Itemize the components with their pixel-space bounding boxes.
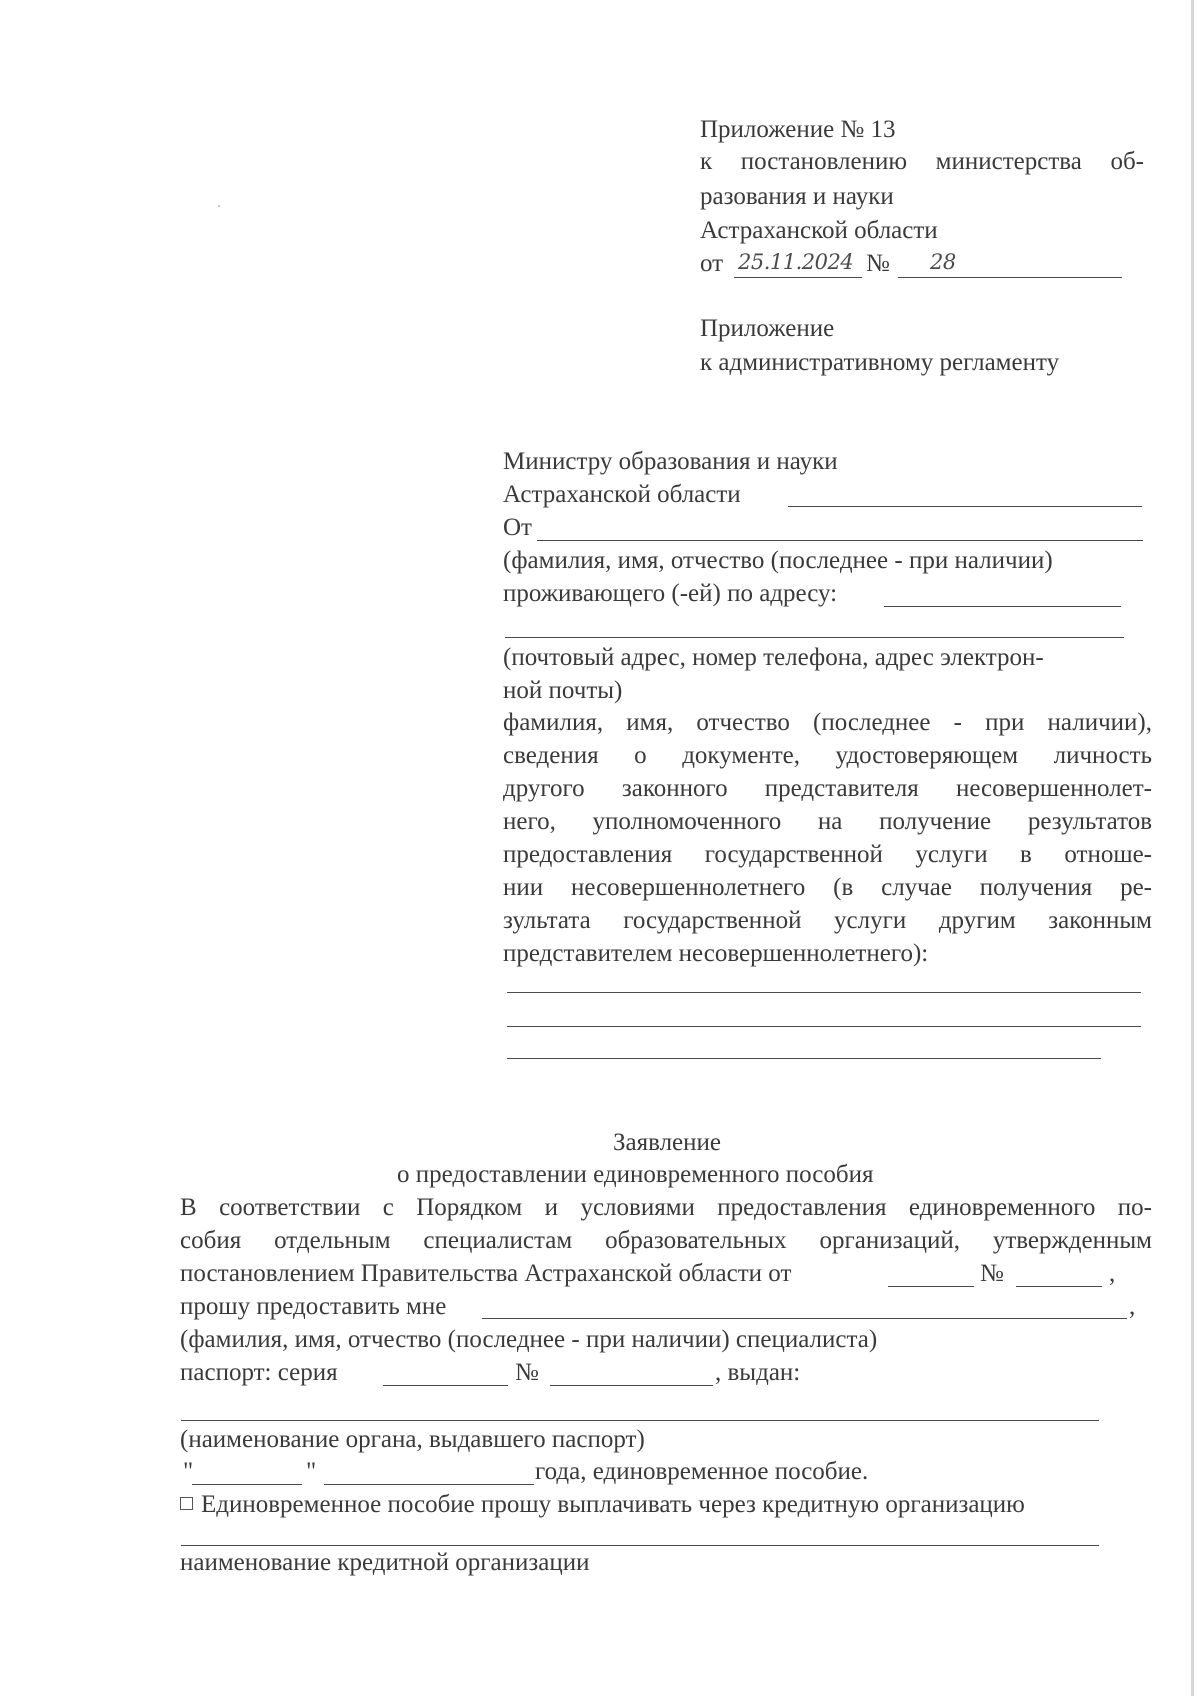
appendix-13: Приложение № 13 [700,116,896,143]
fio-hint: (фамилия, имя, отчество (последнее - при наличии) [503,547,1053,574]
representative-line-5: предоставления государственной услуги в отноше- [503,841,1152,868]
body-line-1: В соответствии с Порядком и условиями предоставления единовременного по- [180,1194,1152,1221]
addressee-line-1: Министру образования и науки [503,448,838,475]
passport-series-label: паспорт: серия [180,1359,338,1386]
appendix-title: Приложение [700,315,835,342]
date-prefix: от [700,250,724,277]
handwritten-date: 25.11.2024 [738,250,854,274]
contact-hint-1: (почтовый адрес, номер телефона, адрес электрон- [503,644,1044,671]
application-subtitle: о предоставлении единовременного пособия [397,1161,874,1188]
issuer-blank [181,1420,1099,1421]
specialist-fio-hint: (фамилия, имя, отчество (последнее - при наличии) специалиста) [180,1326,878,1353]
residing-label: проживающего (-ей) по адресу: [503,580,838,607]
representative-blank-3 [507,1058,1101,1059]
handwritten-number: 28 [930,250,956,274]
issued-label: , выдан: [715,1359,801,1386]
decree-number-sign: № [980,1260,1004,1287]
addressee-blank [788,506,1142,507]
address-blank-1 [884,606,1121,607]
decree-text: постановлением Правительства Астраханской области от [180,1260,792,1287]
representative-blank-2 [507,1026,1141,1027]
bank-option-checkbox[interactable] [180,1497,193,1510]
representative-line-6: нии несовершеннолетнего (в случае получения ре- [503,874,1152,901]
month-blank [324,1484,534,1485]
quote-open: " [183,1458,194,1485]
decree-line-2: разования и науки [700,183,894,210]
quote-close: " [306,1458,317,1485]
passport-series-blank [383,1385,508,1386]
page-edge [1191,0,1194,1696]
bank-name-hint: наименование кредитной организации [180,1549,590,1576]
decree-comma: , [1109,1260,1116,1287]
request-text: прошу предоставить мне [180,1293,447,1320]
decree-date-blank [888,1286,974,1287]
representative-line-8: представителем несовершеннолетнего): [503,940,929,967]
decree-number-blank [1016,1286,1102,1287]
day-blank [192,1484,302,1485]
decree-line-1: к постановлению министерства об- [700,148,1144,175]
year-text: года, единовременное пособие. [535,1458,869,1485]
appendix-to-regulation: к административному регламенту [700,349,1060,376]
addressee-line-2: Астраханской области [503,481,741,508]
representative-line-3: другого законного представителя несовершеннолет- [503,775,1152,802]
representative-blank-1 [507,992,1141,993]
from-label: От [503,514,532,541]
bank-option-label: Единовременное пособие прошу выплачивать через кредитную организацию [201,1491,1025,1518]
representative-line-7: зультата государственной услуги другим законным [503,907,1152,934]
passport-number-sign: № [515,1359,539,1386]
body-line-2: собия отдельным специалистам образовательных организаций, утвержденным [180,1227,1152,1254]
application-title: Заявление [612,1129,722,1156]
representative-line-2: сведения о документе, удостоверяющем личность [503,742,1152,769]
representative-line-4: него, уполномоченного на получение результатов [503,808,1152,835]
bank-name-blank [181,1545,1099,1546]
contact-hint-2: ной почты) [503,677,623,704]
from-blank [537,540,1143,541]
representative-line-1: фамилия, имя, отчество (последнее - при наличии), [503,709,1152,736]
bank-option [180,1489,1025,1521]
address-blank-2 [505,637,1124,638]
scan-speck [218,205,220,207]
specialist-fio-blank [482,1318,1127,1319]
passport-number-blank [550,1385,713,1386]
number-sign: № [866,250,890,277]
decree-line-3: Астраханской области [700,217,938,244]
request-comma: , [1129,1293,1136,1320]
issuer-hint: (наименование органа, выдавшего паспорт) [180,1426,645,1453]
